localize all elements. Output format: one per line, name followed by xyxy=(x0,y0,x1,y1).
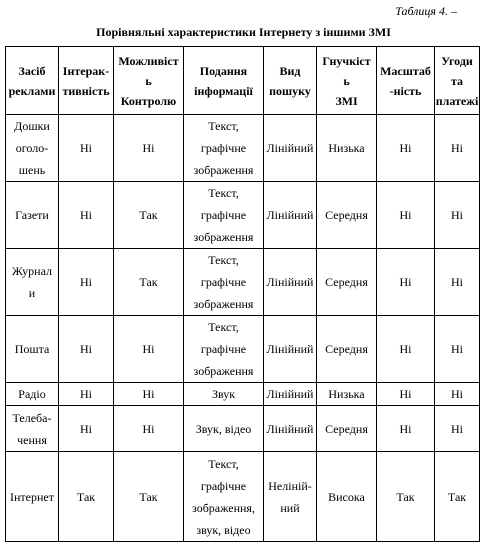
table-title: Порівняльні характеристики Інтернету з іншими ЗМІ xyxy=(96,25,391,39)
table-cell: Лінійний xyxy=(264,182,317,249)
table-row xyxy=(6,452,480,542)
table-row xyxy=(6,182,480,249)
table-cell: Ні xyxy=(59,182,114,249)
table-cell: Лінійний xyxy=(264,115,317,182)
table-cell: Ні xyxy=(435,316,480,383)
table-cell: Радіо xyxy=(6,383,59,406)
table-cell: Звук, відео xyxy=(184,406,264,452)
table-cell: Середня xyxy=(317,182,377,249)
table-cell: Ні xyxy=(59,383,114,406)
table-cell: Так xyxy=(377,452,435,542)
table-cell: Текст, графічне зображення, звук, відео xyxy=(184,452,264,542)
table-cell: Ні xyxy=(435,115,480,182)
table-cell: Ні xyxy=(59,249,114,316)
table-cell: Ні xyxy=(114,316,184,383)
table-row xyxy=(6,249,480,316)
table-cell: Пошта xyxy=(6,316,59,383)
table-cell: Ні xyxy=(114,115,184,182)
header-cell: Гнучкіст ь ЗМІ xyxy=(317,47,377,115)
table-cell: Лінійний xyxy=(264,383,317,406)
table-cell: Ні xyxy=(59,406,114,452)
header-cell: Можливіст ь Контролю xyxy=(114,47,184,115)
table-cell: Так xyxy=(114,249,184,316)
table-cell: Текст, графічне зображення xyxy=(184,182,264,249)
table-cell: Ні xyxy=(377,383,435,406)
table-cell: Ні xyxy=(435,406,480,452)
table-cell: Ні xyxy=(435,383,480,406)
table-cell: Ні xyxy=(59,316,114,383)
table-cell: Висока xyxy=(317,452,377,542)
table-row xyxy=(6,316,480,383)
table-label: Таблиця 4. – xyxy=(395,4,457,18)
table-cell: Журнал и xyxy=(6,249,59,316)
table-cell: Лінійний xyxy=(264,406,317,452)
table-cell: Звук xyxy=(184,383,264,406)
table-cell: Лінійний xyxy=(264,249,317,316)
table-cell: Так xyxy=(435,452,480,542)
table-cell: Низька xyxy=(317,115,377,182)
table-cell: Так xyxy=(114,182,184,249)
table-cell: Ні xyxy=(377,249,435,316)
header-cell: Масштаб -ність xyxy=(377,47,435,115)
table-cell: Текст, графічне зображення xyxy=(184,115,264,182)
table-cell: Так xyxy=(114,452,184,542)
table-cell: Текст, графічне зображення xyxy=(184,249,264,316)
table-cell: Ні xyxy=(114,406,184,452)
table-cell: Так xyxy=(59,452,114,542)
table-cell: Середня xyxy=(317,249,377,316)
header-cell: Інтерак- тивність xyxy=(59,47,114,115)
table-cell: Ні xyxy=(59,115,114,182)
table-cell: Текст, графічне зображення xyxy=(184,316,264,383)
header-cell: Угоди та платежі xyxy=(435,47,480,115)
table-row xyxy=(6,383,480,406)
header-cell: Засіб реклами xyxy=(6,47,59,115)
table-cell: Ні xyxy=(377,406,435,452)
table-cell: Інтернет xyxy=(6,452,59,542)
table-cell: Ні xyxy=(377,316,435,383)
table-cell: Ні xyxy=(114,383,184,406)
table-cell: Дошки оголо- шень xyxy=(6,115,59,182)
table-row xyxy=(6,406,480,452)
table-cell: Середня xyxy=(317,406,377,452)
table-row xyxy=(6,115,480,182)
header-cell: Вид пошуку xyxy=(264,47,317,115)
table-cell: Низька xyxy=(317,383,377,406)
header-row xyxy=(6,47,480,115)
table-cell: Ні xyxy=(435,249,480,316)
header-cell: Подання інформації xyxy=(184,47,264,115)
table-cell: Неліній- ний xyxy=(264,452,317,542)
table-cell: Ні xyxy=(435,182,480,249)
table-cell: Телеба- чення xyxy=(6,406,59,452)
table-cell: Газети xyxy=(6,182,59,249)
table-cell: Лінійний xyxy=(264,316,317,383)
table-cell: Середня xyxy=(317,316,377,383)
table-cell: Ні xyxy=(377,182,435,249)
table-cell: Ні xyxy=(377,115,435,182)
comparison-table xyxy=(5,46,480,542)
